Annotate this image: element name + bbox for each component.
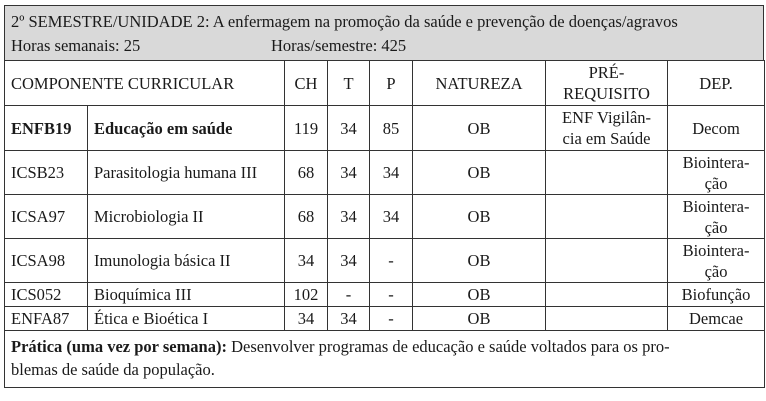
course-name: Ética e Bioética I [88, 307, 285, 331]
practice-text-line1: Desenvolver programas de educação e saúde voltados para os pro- [226, 337, 670, 356]
course-name: Imunologia básica II [88, 239, 285, 283]
course-ch: 119 [285, 106, 328, 151]
course-p: 34 [370, 195, 413, 239]
practice-note-row [5, 331, 765, 388]
course-name: Bioquímica III [88, 283, 285, 307]
course-t: 34 [328, 307, 370, 331]
table-row [5, 151, 765, 195]
course-prereq [546, 151, 668, 195]
course-code: ENFA87 [5, 307, 88, 331]
course-p: 85 [370, 106, 413, 151]
course-dep: Decom [668, 106, 765, 151]
table-row [5, 307, 765, 331]
dep-line1: Biointera- [682, 152, 750, 172]
col-header-dep: DEP. [668, 61, 765, 106]
course-code: ICSA97 [5, 195, 88, 239]
weekly-hours: Horas semanais: 25 [11, 36, 141, 55]
dep-line2: ção [704, 217, 728, 237]
semester-header [4, 5, 764, 60]
prereq-line2: cia em Saúde [562, 129, 651, 148]
course-dep: Demcae [668, 307, 765, 331]
practice-text-line2: blemas de saúde da população. [11, 360, 215, 379]
col-header-nature: NATUREZA [413, 61, 546, 106]
course-p: - [370, 307, 413, 331]
course-dep: Biofunção [668, 283, 765, 307]
course-prereq [546, 283, 668, 307]
course-ch: 34 [285, 307, 328, 331]
course-prereq [546, 239, 668, 283]
col-header-t: T [328, 61, 370, 106]
course-p: - [370, 283, 413, 307]
course-nature: OB [413, 195, 546, 239]
course-nature: OB [413, 151, 546, 195]
course-code: ICSA98 [5, 239, 88, 283]
course-dep [668, 239, 765, 283]
course-t: 34 [328, 195, 370, 239]
course-nature: OB [413, 239, 546, 283]
semester-hours: Horas/semestre: 425 [271, 36, 407, 55]
table-row [5, 195, 765, 239]
course-ch: 68 [285, 195, 328, 239]
col-header-component: COMPONENTE CURRICULAR [5, 61, 285, 106]
course-p: 34 [370, 151, 413, 195]
table-row [5, 239, 765, 283]
curriculum-table-frame [4, 5, 764, 398]
course-nature: OB [413, 106, 546, 151]
column-header-row [5, 61, 765, 106]
col-header-p: P [370, 61, 413, 106]
dep-line2: ção [704, 261, 728, 281]
course-ch: 34 [285, 239, 328, 283]
semester-title: 2º SEMESTRE/UNIDADE 2: A enfermagem na promoção da saúde e prevenção de doenças/agravos [11, 12, 678, 31]
course-dep [668, 195, 765, 239]
course-name: Educação em saúde [88, 106, 285, 151]
course-ch: 102 [285, 283, 328, 307]
curriculum-table [4, 60, 765, 388]
course-t: - [328, 283, 370, 307]
col-header-prereq-line2: REQUISITO [563, 84, 650, 103]
course-t: 34 [328, 151, 370, 195]
practice-note [5, 331, 765, 388]
dep-line1: Biointera- [682, 240, 750, 260]
course-dep [668, 151, 765, 195]
course-prereq [546, 195, 668, 239]
course-prereq [546, 106, 668, 151]
table-row [5, 106, 765, 151]
course-ch: 68 [285, 151, 328, 195]
course-t: 34 [328, 239, 370, 283]
table-row [5, 283, 765, 307]
course-prereq [546, 307, 668, 331]
course-t: 34 [328, 106, 370, 151]
course-nature: OB [413, 307, 546, 331]
col-header-prereq [546, 61, 668, 106]
practice-label: Prática (uma vez por semana): [11, 337, 227, 356]
course-name: Parasitologia humana III [88, 151, 285, 195]
course-code: ENFB19 [5, 106, 88, 151]
col-header-ch: CH [285, 61, 328, 106]
course-p: - [370, 239, 413, 283]
dep-line2: ção [704, 173, 728, 193]
col-header-prereq-line1: PRÉ- [588, 63, 625, 82]
prereq-line1: ENF Vigilân- [562, 108, 652, 127]
dep-line1: Biointera- [682, 196, 750, 216]
course-code: ICS052 [5, 283, 88, 307]
course-code: ICSB23 [5, 151, 88, 195]
course-nature: OB [413, 283, 546, 307]
course-name: Microbiologia II [88, 195, 285, 239]
